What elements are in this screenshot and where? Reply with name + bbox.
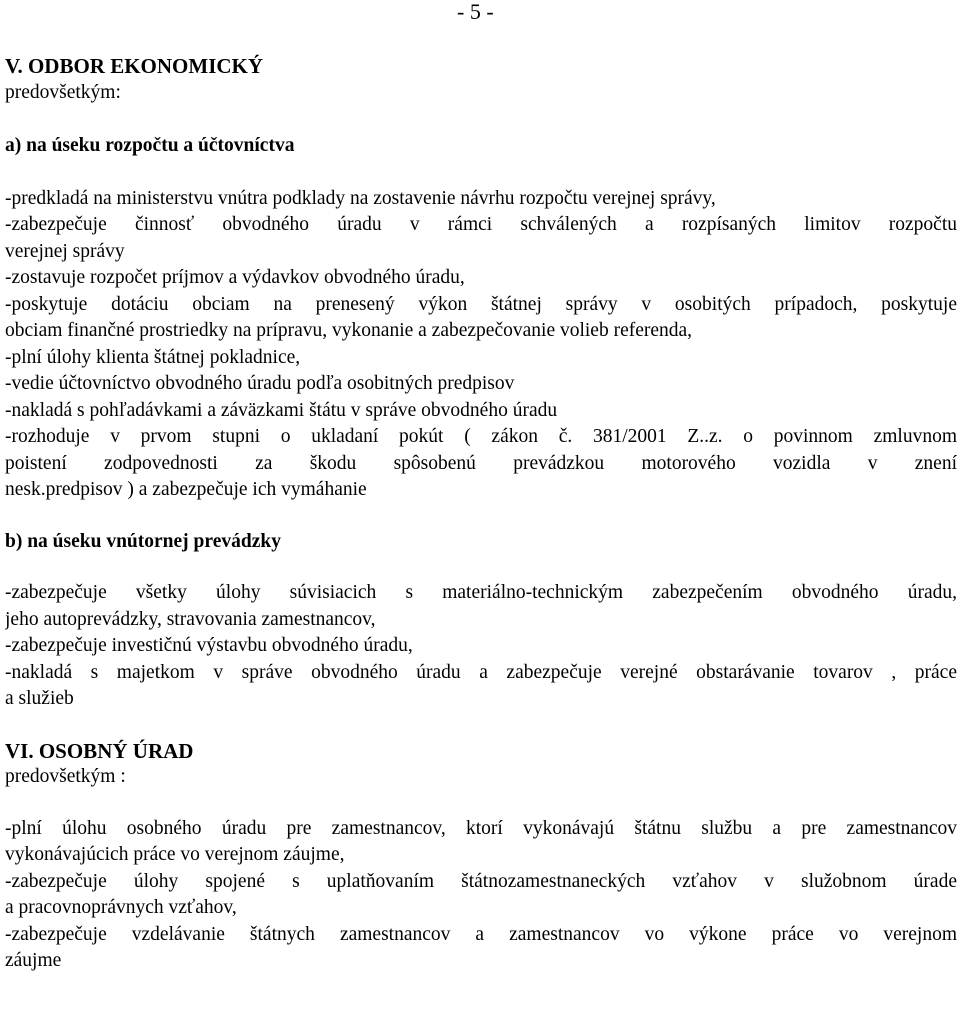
- section-vi-intro: predovšetkým :: [5, 766, 126, 787]
- subsection-a-heading: a) na úseku rozpočtu a účtovníctva: [5, 134, 295, 156]
- subsection-a-line: nesk.predpisov ) a zabezpečuje ich vymáhanie: [5, 479, 367, 500]
- subsection-a-line: -poskytuje dotáciu obciam na prenesený výkon štátnej správy v osobitých prípadoch, poskytuje: [5, 293, 957, 315]
- section-vi-line: a pracovnoprávnych vzťahov,: [5, 897, 237, 918]
- section-v-heading: V. ODBOR EKONOMICKÝ: [5, 54, 264, 78]
- subsection-a-line: verejnej správy: [5, 240, 125, 262]
- subsection-a-line: -predkladá na ministerstvu vnútra podklady na zostavenie návrhu rozpočtu verejnej správy,: [5, 187, 716, 209]
- section-vi-line: -zabezpečuje vzdelávanie štátnych zamestnancov a zamestnancov vo výkone práce vo verejnom: [5, 923, 957, 945]
- subsection-a-line: -zostavuje rozpočet príjmov a výdavkov obvodného úradu,: [5, 267, 465, 288]
- document-body: [5, 53, 957, 975]
- subsection-b-line: -zabezpečuje všetky úlohy súvisiacich s materiálno-technickým zabezpečením obvodného úradu,: [5, 582, 957, 603]
- subsection-a-line: -nakladá s pohľadávkami a záväzkami štátu v správe obvodného úradu: [5, 399, 558, 421]
- section-v-intro: predovšetkým:: [5, 81, 121, 103]
- subsection-b-line: a služieb: [5, 688, 74, 709]
- subsection-a-line: -plní úlohy klienta štátnej pokladnice,: [5, 346, 301, 368]
- subsection-a-line: poistení zodpovednosti za škodu spôsobenú prevádzkou motorového vozidla v znení: [5, 452, 957, 474]
- section-vi-line: -zabezpečuje úlohy spojené s uplatňovaním štátnozamestnaneckých vzťahov v služobnom úrade: [5, 870, 957, 892]
- page-number: - 5 -: [457, 0, 494, 24]
- section-vi-line: vykonávajúcich práce vo verejnom záujme,: [5, 844, 345, 865]
- subsection-a-line: -vedie účtovníctvo obvodného úradu podľa osobitných predpisov: [5, 373, 515, 394]
- section-vi-heading: VI. OSOBNÝ ÚRAD: [5, 738, 194, 763]
- subsection-a-line: -zabezpečuje činnosť obvodného úradu v rámci schválených a rozpísaných limitov rozpočtu: [5, 214, 957, 235]
- subsection-b-heading: b) na úseku vnútornej prevádzky: [5, 530, 281, 552]
- section-vi-line: záujme: [5, 950, 62, 971]
- subsection-a-line: -rozhoduje v prvom stupni o ukladaní pokút ( zákon č. 381/2001 Z..z. o povinnom zmluvnom: [5, 426, 957, 447]
- subsection-b-line: -zabezpečuje investičnú výstavbu obvodného úradu,: [5, 635, 413, 656]
- section-vi-line: -plní úlohu osobného úradu pre zamestnancov, ktorí vykonávajú štátnu službu a pre zamestnancov: [5, 817, 957, 839]
- subsection-b-line: jeho autoprevádzky, stravovania zamestnancov,: [5, 608, 376, 630]
- subsection-b-line: -nakladá s majetkom v správe obvodného úradu a zabezpečuje verejné obstarávanie tovarov , práce: [5, 661, 957, 683]
- subsection-a-line: obciam finančné prostriedky na prípravu, vykonanie a zabezpečovanie volieb referenda,: [5, 320, 693, 341]
